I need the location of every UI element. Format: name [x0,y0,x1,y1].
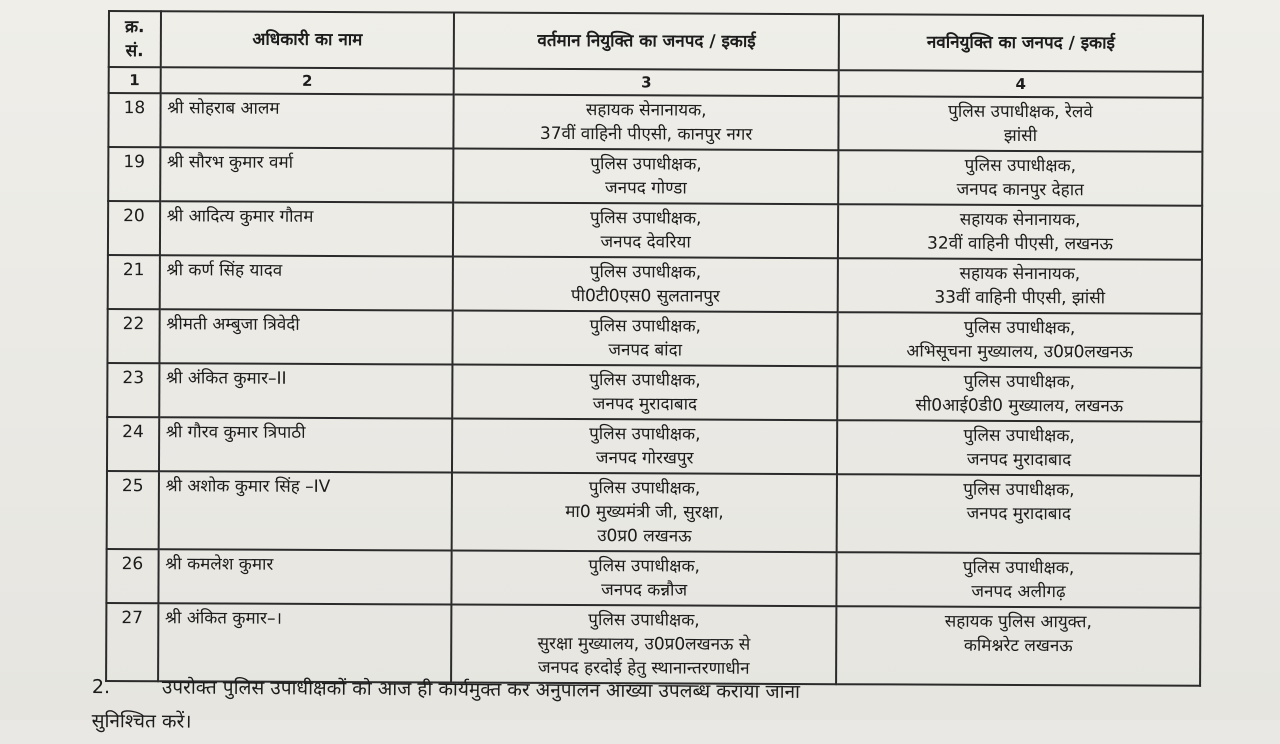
serial-number: 22 [107,309,159,363]
table-row [107,417,1201,476]
column-number: 3 [454,69,839,97]
new-posting: पुलिस उपाधीक्षक, जनपद कानपुर देहात [838,150,1202,206]
table-row [107,309,1201,368]
table-row [108,147,1202,206]
current-posting: पुलिस उपाधीक्षक, जनपद देवरिया [453,203,838,259]
paragraph-number: 2. [91,675,111,699]
serial-number: 25 [107,471,159,549]
current-posting: पुलिस उपाधीक्षक, जनपद बांदा [453,311,838,367]
new-posting: पुलिस उपाधीक्षक, सी0आई0डी0 मुख्यालय, लखनऊ [837,366,1201,422]
current-posting: पुलिस उपाधीक्षक, मा0 मुख्यमंत्री जी, सुरक्षा, उ0प्र0 लखनऊ [452,473,837,553]
current-posting: पुलिस उपाधीक्षक, पी0टी0एस0 सुलतानपुर [453,257,838,313]
serial-number: 23 [107,363,159,417]
table-row [106,549,1200,608]
header-officer-name: अधिकारी का नाम [160,11,454,68]
officer-name: श्री अंकित कुमार–II [159,363,453,418]
transfer-table [105,10,1204,687]
header-new-posting: नवनियुक्ति का जनपद / इकाई [839,14,1203,72]
serial-number: 26 [106,549,158,603]
column-number: 2 [160,67,454,94]
new-posting: पुलिस उपाधीक्षक, अभिसूचना मुख्यालय, उ0प्र0लखनऊ [837,312,1201,368]
officer-name: श्री अशोक कुमार सिंह –IV [158,471,452,550]
serial-number: 21 [108,255,160,309]
header-current-posting: वर्तमान नियुक्ति का जनपद / इकाई [454,13,839,71]
paragraph-text-line2: सुनिश्चित करें। [91,709,192,733]
column-number: 4 [839,70,1203,98]
table-row [107,471,1201,554]
serial-number: 19 [108,147,160,201]
new-posting: पुलिस उपाधीक्षक, जनपद अलीगढ़ [836,552,1200,608]
officer-name: श्री आदित्य कुमार गौतम [160,201,454,256]
new-posting: सहायक सेनानायक, 32वीं वाहिनी पीएसी, लखनऊ [838,204,1202,260]
new-posting: पुलिस उपाधीक्षक, जनपद मुरादाबाद [837,474,1201,554]
serial-number: 18 [108,93,160,147]
current-posting: सहायक सेनानायक, 37वीं वाहिनी पीएसी, कानपुर नगर [454,95,839,151]
paragraph-text-line1: उपरोक्त पुलिस उपाधीक्षकों को आज ही कार्यमुक्त कर अनुपालन आख्या उपलब्ध कराया जाना [161,676,801,703]
header-serial: क्र. सं. [109,11,161,67]
current-posting: पुलिस उपाधीक्षक, जनपद कन्नौज [452,551,837,607]
table-header-row [109,11,1203,72]
serial-number: 27 [106,603,158,681]
serial-number: 24 [107,417,159,471]
officer-name: श्री सौरभ कुमार वर्मा [160,147,454,202]
current-posting: पुलिस उपाधीक्षक, जनपद गोण्डा [454,149,839,205]
table-row [108,201,1202,260]
current-posting: पुलिस उपाधीक्षक, जनपद मुरादाबाद [453,365,838,421]
current-posting: पुलिस उपाधीक्षक, जनपद गोरखपुर [452,419,837,475]
instruction-paragraph [92,672,1202,744]
officer-name: श्री कमलेश कुमार [158,549,452,604]
new-posting: पुलिस उपाधीक्षक, रेलवे झांसी [838,96,1202,152]
column-number: 1 [109,67,161,93]
table-row [107,363,1201,422]
officer-name: श्री कर्ण सिंह यादव [159,255,453,310]
new-posting: पुलिस उपाधीक्षक, जनपद मुरादाबाद [837,420,1201,476]
officer-name: श्री गौरव कुमार त्रिपाठी [159,417,453,472]
officer-name: श्रीमती अम्बुजा त्रिवेदी [159,309,453,364]
officer-name: श्री अंकित कुमार–। [158,603,452,682]
table-row [108,255,1202,314]
new-posting: सहायक सेनानायक, 33वीं वाहिनी पीएसी, झांसी [838,258,1202,314]
serial-number: 20 [108,201,160,255]
officer-name: श्री सोहराब आलम [160,93,454,148]
current-posting: पुलिस उपाधीक्षक, सुरक्षा मुख्यालय, उ0प्र0लखनऊ से जनपद हरदोई हेतु स्थानान्तरणाधीन [451,605,836,685]
new-posting: सहायक पुलिस आयुक्त, कमिश्नरेट लखनऊ [836,606,1200,686]
table-row [108,93,1202,152]
